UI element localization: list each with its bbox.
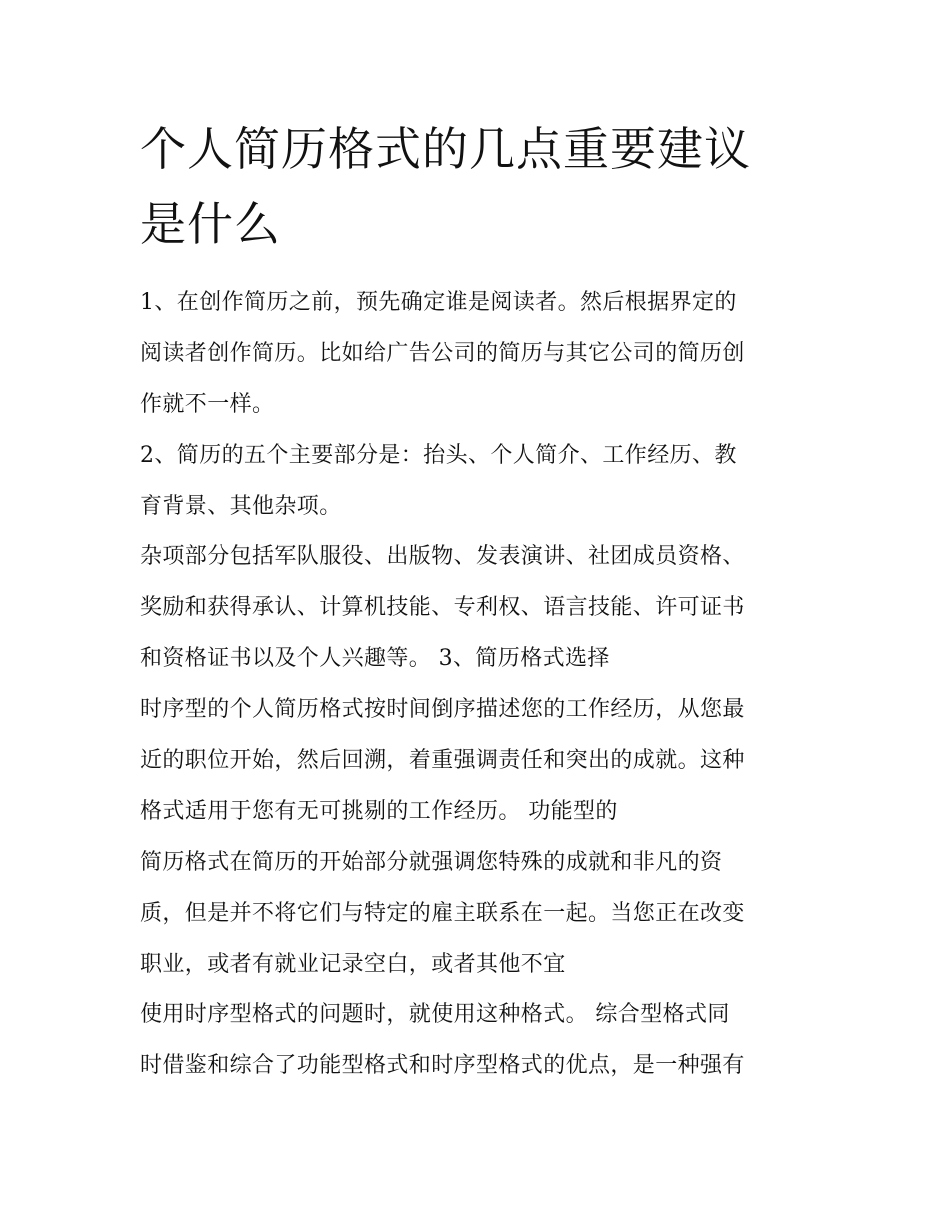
body-line: 职业，或者有就业记录空白，或者其他不宜	[140, 951, 566, 977]
body-line: 2、简历的五个主要部分是：抬头、个人简介、工作经历、教	[140, 442, 737, 468]
body-line: 近的职位开始，然后回溯，着重强调责任和突出的成就。这种	[140, 748, 745, 774]
body-line: 奖励和获得承认、计算机技能、专利权、语言技能、许可证书	[140, 595, 745, 621]
body-line: 质，但是并不将它们与特定的雇主联系在一起。当您正在改变	[140, 900, 745, 926]
title-line: 是什么	[140, 197, 281, 251]
body-line: 1、在创作简历之前，预先确定谁是阅读者。然后根据界定的	[140, 290, 737, 315]
body-line: 使用时序型格式的问题时，就使用这种格式。 综合型格式同	[140, 1002, 730, 1028]
page-title	[140, 112, 820, 262]
body-line: 作就不一样。	[140, 391, 275, 417]
body-line: 育背景、其他杂项。	[140, 493, 342, 519]
body-line: 时序型的个人简历格式按时间倒序描述您的工作经历，从您最	[140, 697, 745, 723]
body-line: 简历格式在简历的开始部分就强调您特殊的成就和非凡的资	[140, 849, 723, 875]
body-line: 阅读者创作简历。比如给广告公司的简历与其它公司的简历创	[140, 340, 745, 366]
title-line: 个人简历格式的几点重要建议	[140, 122, 751, 176]
body-line: 时借鉴和综合了功能型格式和时序型格式的优点，是一种强有	[140, 1053, 745, 1079]
body-line: 格式适用于您有无可挑剔的工作经历。 功能型的	[140, 798, 618, 824]
body-line: 杂项部分包括军队服役、出版物、发表演讲、社团成员资格、	[140, 544, 745, 570]
document-body	[140, 278, 820, 1092]
body-line: 和资格证书以及个人兴趣等。 3、简历格式选择	[140, 646, 610, 672]
